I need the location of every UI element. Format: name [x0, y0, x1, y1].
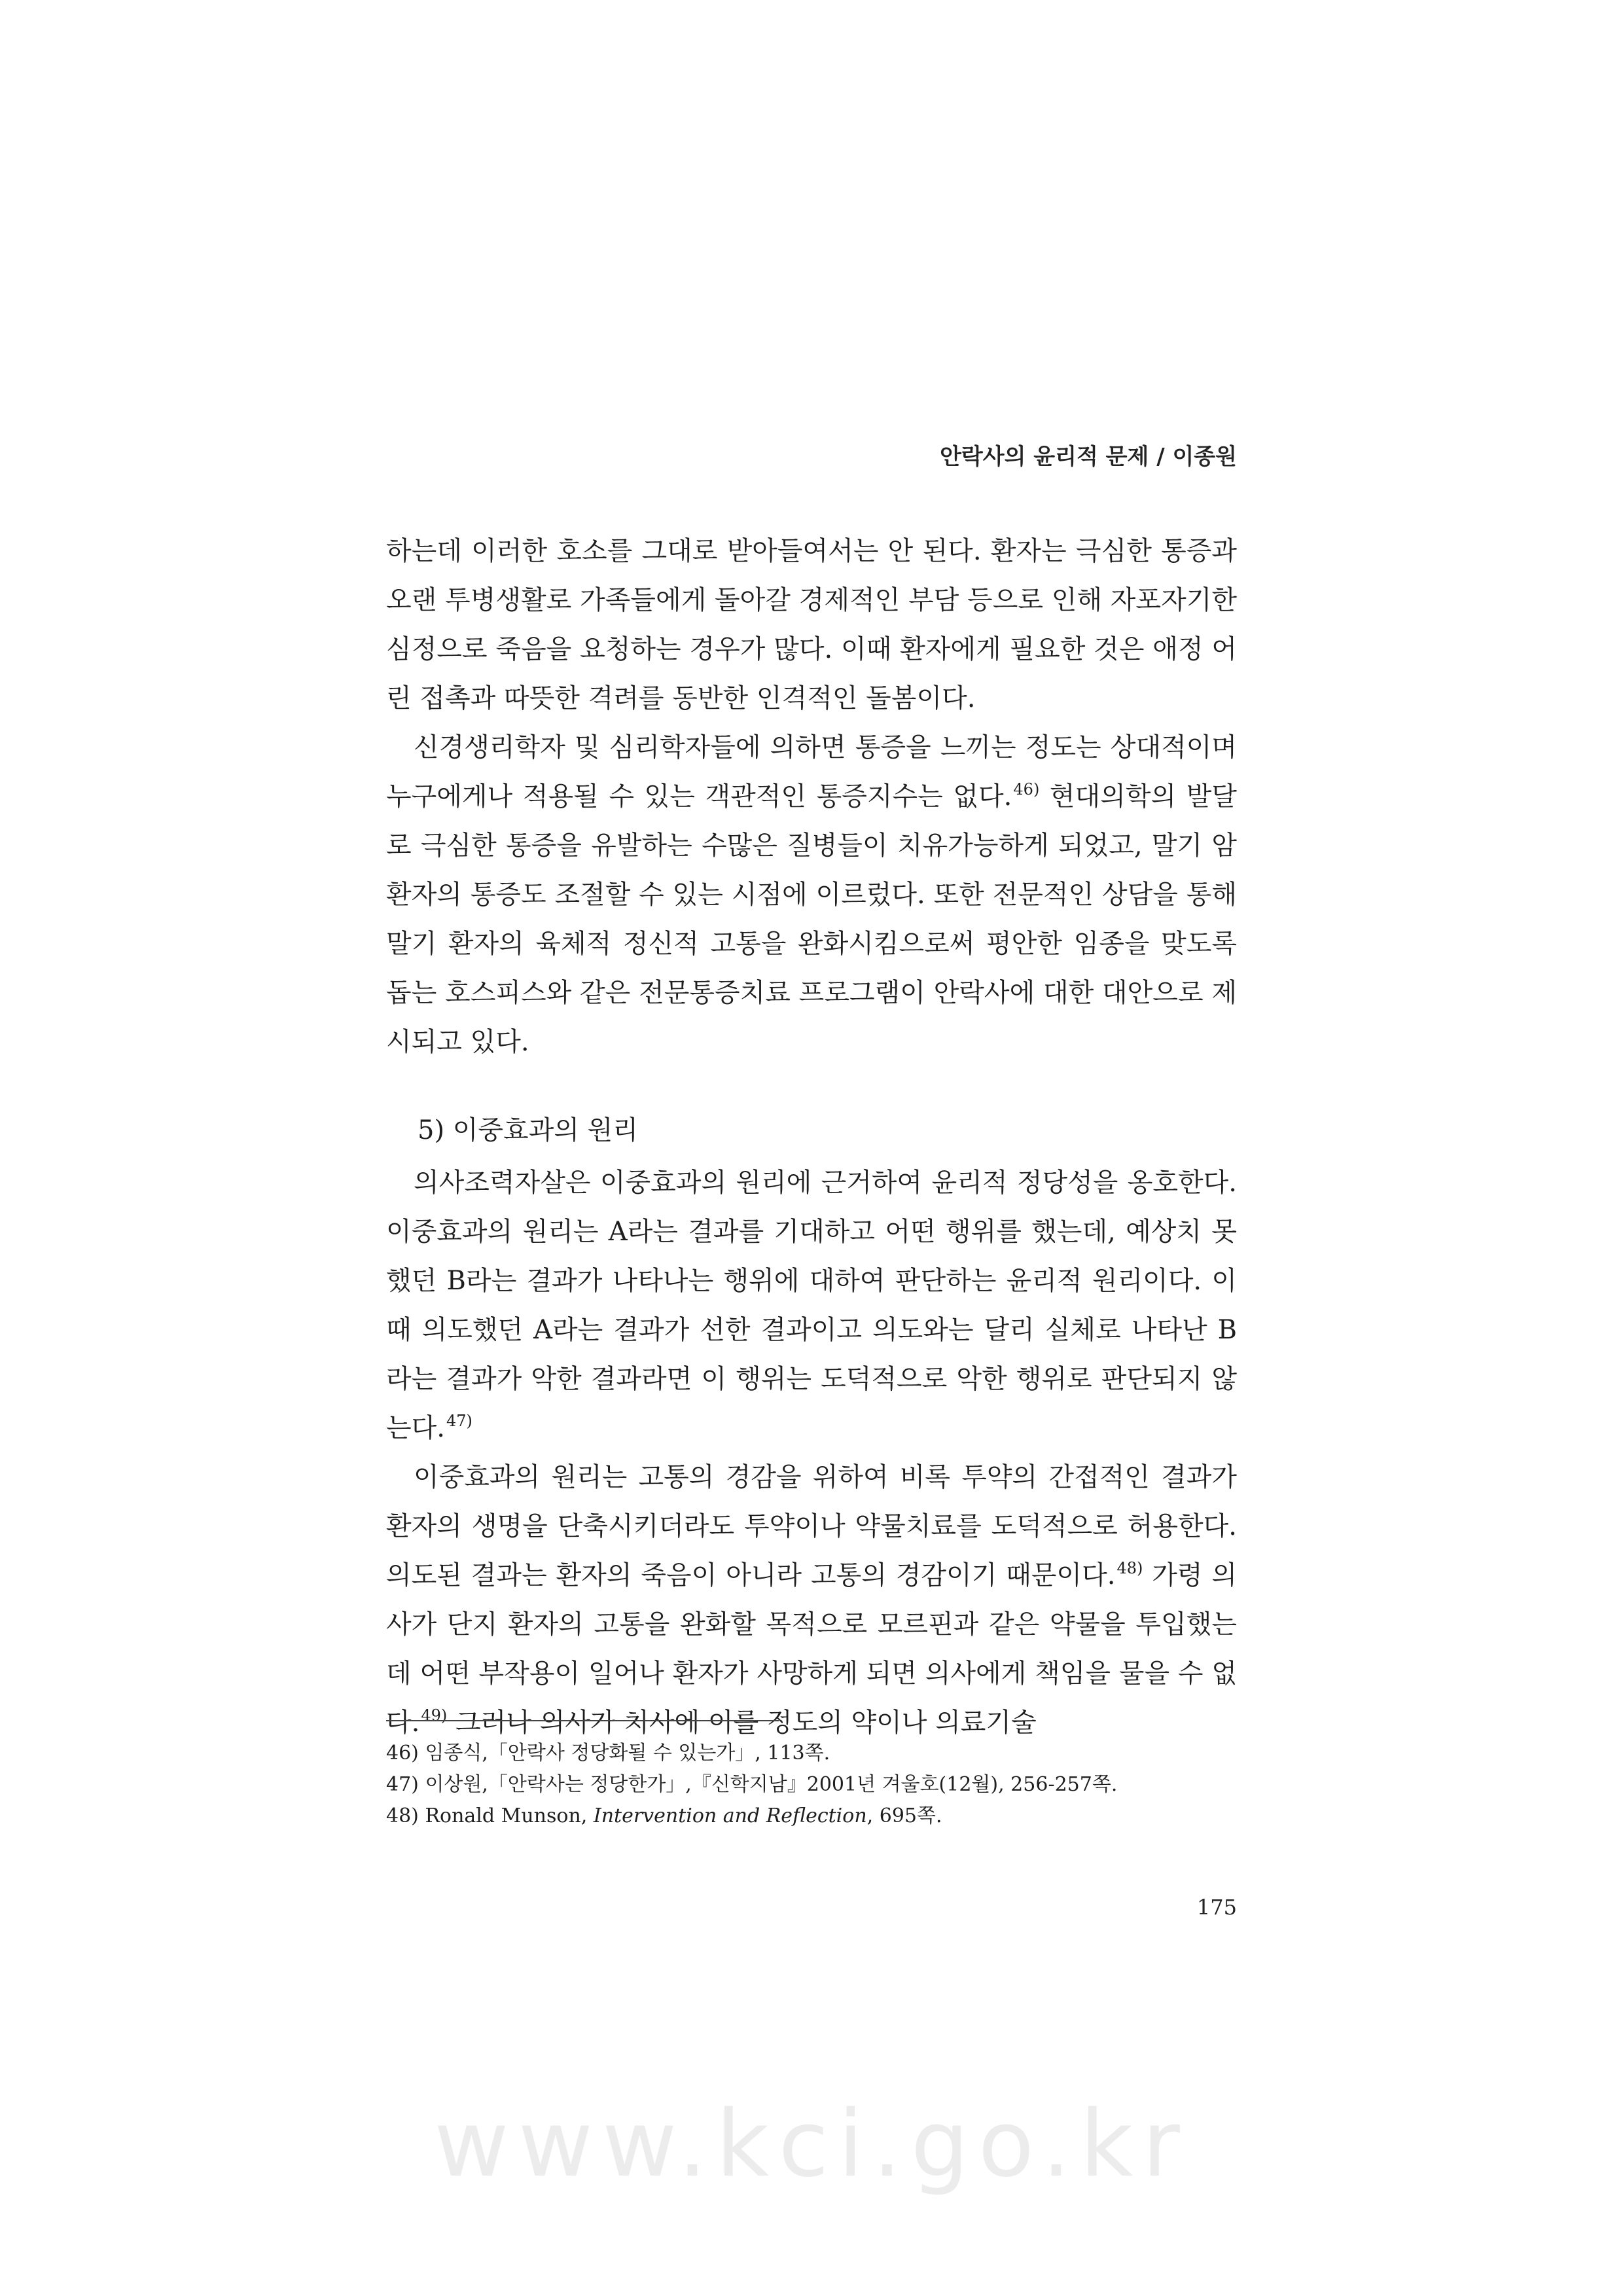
watermark: www.kci.go.kr	[434, 2091, 1189, 2198]
footnote-text: 임종식,「안락사 정당화될 수 있는가」, 113쪽.	[425, 1742, 830, 1765]
footnote-46	[386, 1738, 1237, 1769]
section-heading: 5) 이중효과의 원리	[418, 1115, 638, 1145]
paragraph-text: 가령 의사가 단지 환자의 고통을 완화할 목적으로 모르핀과 같은 약물을 투입했는데 어떤 부작용이 일어나 환자가 사망하게 되면 의사에게 책임을 물을 수 없다.	[386, 1560, 1237, 1738]
footnote-48	[386, 1801, 1237, 1832]
footnote-author: Ronald Munson,	[425, 1804, 588, 1827]
paragraph-text: 신경생리학자 및 심리학자들에 의하면 통증을 느끼는 정도는 상대적이며 누구에게나 적용될 수 있는 객관적인 통증지수는 없다.	[386, 732, 1237, 812]
footnote-ref-48[interactable]: 48)	[1116, 1559, 1143, 1577]
body-text	[386, 527, 1237, 1748]
footnote-divider	[386, 1720, 779, 1721]
footnote-text: 이상원,「안락사는 정당한가」,『신학지남』2001년 겨울호(12월), 256-257쪽.	[425, 1773, 1118, 1796]
footnote-ref-47[interactable]: 47)	[446, 1412, 473, 1430]
paragraph-text: 하는데 이러한 호소를 그대로 받아들여서는 안 된다. 환자는 극심한 통증과 오랜 투병생활로 가족들에게 돌아갈 경제적인 부담 등으로 인해 자포자기한 심정으로 죽음을 요청하는 경우가 많다. 이때 환자에게 필요한 것은 애정 어린 접촉과 따뜻한 격려를 동반한 인격적인 돌봄이다.	[386, 536, 1237, 713]
paragraph-text: 그러나 의사가 치사에 이를 정도의 약이나 의료기술	[447, 1708, 1037, 1738]
paragraph-1	[386, 527, 1237, 723]
paragraph-text: 의사조력자살은 이중효과의 원리에 근거하여 윤리적 정당성을 옹호한다. 이중효과의 원리는 A라는 결과를 기대하고 어떤 행위를 했는데, 예상치 못했던 B라는 결과가 나타나는 행위에 대하여 판단하는 윤리적 원리이다. 이때 의도했던 A라는 결과가 선한 결과이고 의도와는 달리 실체로 나타난 B라는 결과가 악한 결과라면 이 행위는 도덕적으로 악한 행위로 판단되지 않는다.	[386, 1168, 1237, 1443]
paragraph-text: 현대의학의 발달로 극심한 통증을 유발하는 수많은 질병들이 치유가능하게 되었고, 말기 암환자의 통증도 조절할 수 있는 시점에 이르렀다. 또한 전문적인 상담을 통해 말기 환자의 육체적 정신적 고통을 완화시킴으로써 평안한 임종을 맞도록 돕는 호스피스와 같은 전문통증치료 프로그램이 안락사에 대한 대안으로 제시되고 있다.	[386, 781, 1237, 1057]
footnote-number: 46)	[386, 1742, 419, 1765]
paragraph-4	[386, 1453, 1237, 1748]
footnote-ref-46[interactable]: 46)	[1013, 780, 1040, 798]
page-number: 175	[1196, 1895, 1237, 1920]
footnote-text: , 695쪽.	[866, 1804, 942, 1827]
footnotes	[386, 1738, 1237, 1832]
footnote-ref-49[interactable]: 49)	[421, 1706, 448, 1725]
footnote-47	[386, 1769, 1237, 1801]
footnote-book-title: Intervention and Reflection	[593, 1804, 867, 1827]
running-title: 안락사의 윤리적 문제 / 이종원	[940, 444, 1237, 470]
paragraph-3	[386, 1158, 1237, 1453]
paragraph-text: 이중효과의 원리는 고통의 경감을 위하여 비록 투약의 간접적인 결과가 환자의 생명을 단축시키더라도 투약이나 약물치료를 도덕적으로 허용한다. 의도된 결과는 환자의 죽음이 아니라 고통의 경감이기 때문이다.	[386, 1462, 1237, 1590]
footnote-number: 47)	[386, 1773, 419, 1796]
paragraph-2	[386, 723, 1237, 1067]
footnote-number: 48)	[386, 1804, 419, 1827]
